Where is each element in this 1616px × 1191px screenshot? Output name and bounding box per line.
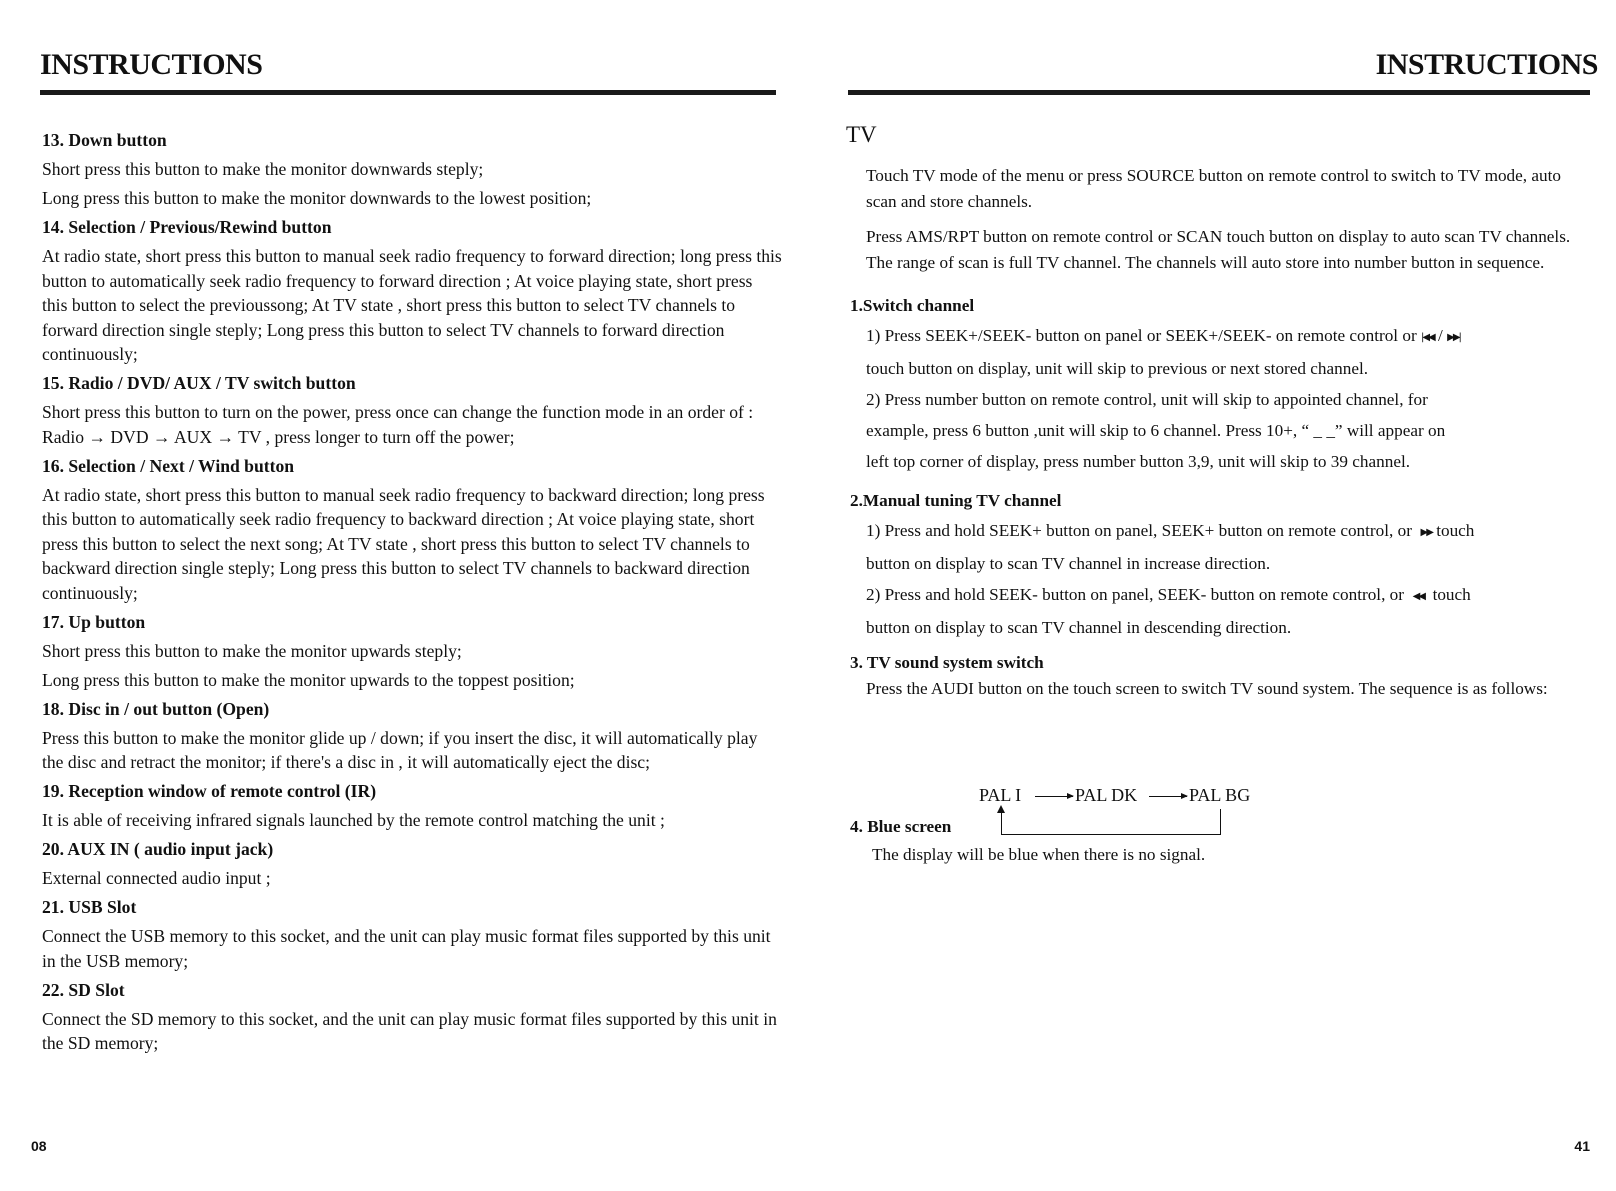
section-paragraph: Short press this button to make the monitor downwards steply; xyxy=(42,159,484,179)
right-content xyxy=(850,163,1586,869)
list-item: 1) Press SEEK+/SEEK- button on panel or SEEK+/SEEK- on remote control or |◀◀ / ▶▶| xyxy=(866,326,1460,345)
list-item: left top corner of display, press number button 3,9, unit will skip to 39 channel. xyxy=(866,452,1411,471)
section-paragraph: At radio state, short press this button to manual seek radio frequency to forward direction; long press this button to automatically seek radio frequency to forward direction ; At voice playing state, short press this button to select the previoussong; At TV state , short press this button to select TV channels to forward direction single steply; Long press this button to select TV channels to forward direction continuously; xyxy=(42,246,782,364)
section-paragraph: Short press this button to turn on the power, press once can change the function mode in an order of : Radio → DVD → AUX → TV , press longer to turn off the power; xyxy=(42,402,754,447)
right-page-number: 41 xyxy=(1574,1138,1590,1154)
pal-bg-label: PAL BG xyxy=(1189,785,1251,805)
left-content xyxy=(42,128,782,1060)
list-item: button on display to scan TV channel in increase direction. xyxy=(866,554,1271,573)
list-item: button on display to scan TV channel in descending direction. xyxy=(866,618,1292,637)
section-22 xyxy=(42,978,782,1056)
section-paragraph: Long press this button to make the monitor downwards to the lowest position; xyxy=(42,188,592,208)
section-19 xyxy=(42,779,782,833)
left-page-number: 08 xyxy=(31,1138,47,1154)
switch-channel-title: 1.Switch channel xyxy=(850,296,975,315)
section-title: 22. SD Slot xyxy=(42,979,125,1000)
section-21 xyxy=(42,895,782,973)
left-page xyxy=(0,0,800,1191)
right-title-rule xyxy=(848,90,1590,95)
section-title: 19. Reception window of remote control (IR) xyxy=(42,781,377,801)
section-13 xyxy=(42,128,782,211)
section-title: 20. AUX IN ( audio input jack) xyxy=(42,839,274,859)
section-paragraph: It is able of receiving infrared signals launched by the remote control matching the unit ; xyxy=(42,810,665,830)
loop-back-arrow-icon xyxy=(997,805,1005,813)
rewind-icon: ◀◀ xyxy=(1412,591,1424,602)
section-paragraph: Press this button to make the monitor glide up / down; if you insert the disc, it will automatically play the disc and retract the monitor; if there's a disc in , it will automatically eject the disc; xyxy=(42,727,758,772)
section-title: 15. Radio / DVD/ AUX / TV switch button xyxy=(42,373,356,393)
section-16 xyxy=(42,454,782,606)
sound-system-text: Press the AUDI button on the touch screen to switch TV sound system. The sequence is as follows: xyxy=(866,679,1548,698)
list-item: touch button on display, unit will skip to previous or next stored channel. xyxy=(866,359,1369,378)
blue-screen-text: The display will be blue when there is no signal. xyxy=(872,845,1206,864)
section-paragraph: At radio state, short press this button to manual seek radio frequency to backward direction; long press this button to automatically seek radio frequency to backward direction ; At voice playing state, short press this button to select the next song; At TV state , short press this button to select TV channels to backward direction single steply; Long press this button to select TV channels to backward direction continuously; xyxy=(42,484,765,603)
blue-screen-title: 4. Blue screen xyxy=(850,817,952,836)
section-20 xyxy=(42,837,782,891)
section-title: 18. Disc in / out button (Open) xyxy=(42,698,270,719)
left-title-rule xyxy=(40,90,776,95)
section-18 xyxy=(42,697,782,775)
pal-sequence-diagram xyxy=(979,785,1269,843)
section-title: 13. Down button xyxy=(42,130,167,150)
section-title: 21. USB Slot xyxy=(42,897,137,917)
pal-dk-label: PAL DK xyxy=(1075,785,1138,805)
tv-section-title: TV xyxy=(846,122,877,147)
list-item: 2) Press and hold SEEK- button on panel, SEEK- button on remote control, or ◀◀ touch xyxy=(866,585,1471,604)
next-track-icon: ▶▶| xyxy=(1447,332,1460,343)
fast-forward-icon: ▶▶ xyxy=(1420,527,1432,538)
list-item: 1) Press and hold SEEK+ button on panel, SEEK+ button on remote control, or ▶▶ touch xyxy=(866,521,1475,540)
section-title: 17. Up button xyxy=(42,611,146,632)
left-page-title: INSTRUCTIONS xyxy=(40,48,263,81)
section-paragraph: Short press this button to make the monitor upwards steply; xyxy=(42,640,462,661)
manual-tuning-items xyxy=(866,515,1586,643)
switch-channel-items xyxy=(866,320,1586,477)
sequence-arrow xyxy=(1035,796,1073,797)
tv-intro-paragraph: Press AMS/RPT button on remote control or SCAN touch button on display to auto scan TV channels. The range of scan is full TV channel. The channels will auto store into number button in sequence. xyxy=(866,227,1571,272)
section-14 xyxy=(42,215,782,367)
list-item: 2) Press number button on remote control, unit will skip to appointed channel, for xyxy=(866,390,1428,409)
sound-system-title: 3. TV sound system switch xyxy=(850,653,1044,672)
section-15 xyxy=(42,371,782,449)
section-paragraph: External connected audio input ; xyxy=(42,868,271,888)
list-item: example, press 6 button ,unit will skip to 6 channel. Press 10+, “ _ _” will appear on xyxy=(866,421,1446,440)
right-page-title: INSTRUCTIONS xyxy=(1375,48,1598,81)
previous-track-icon: |◀◀ xyxy=(1421,332,1434,343)
section-paragraph: Connect the USB memory to this socket, and the unit can play music format files supported by this unit in the USB memory; xyxy=(42,926,771,971)
tv-intro-paragraph: Touch TV mode of the menu or press SOURCE button on remote control to switch to TV mode, auto scan and store channels. xyxy=(866,166,1561,211)
section-paragraph: Connect the SD memory to this socket, and the unit can play music format files supported by this unit in the SD memory; xyxy=(42,1008,777,1053)
section-paragraph: Long press this button to make the monitor upwards to the toppest position; xyxy=(42,669,575,690)
pal-i-label: PAL I xyxy=(979,785,1022,805)
sequence-arrow xyxy=(1149,796,1187,797)
loop-back-line xyxy=(1001,809,1221,835)
manual-tuning-title: 2.Manual tuning TV channel xyxy=(850,491,1062,510)
section-title: 16. Selection / Next / Wind button xyxy=(42,455,295,476)
section-17 xyxy=(42,610,782,693)
section-title: 14. Selection / Previous/Rewind button xyxy=(42,217,332,237)
